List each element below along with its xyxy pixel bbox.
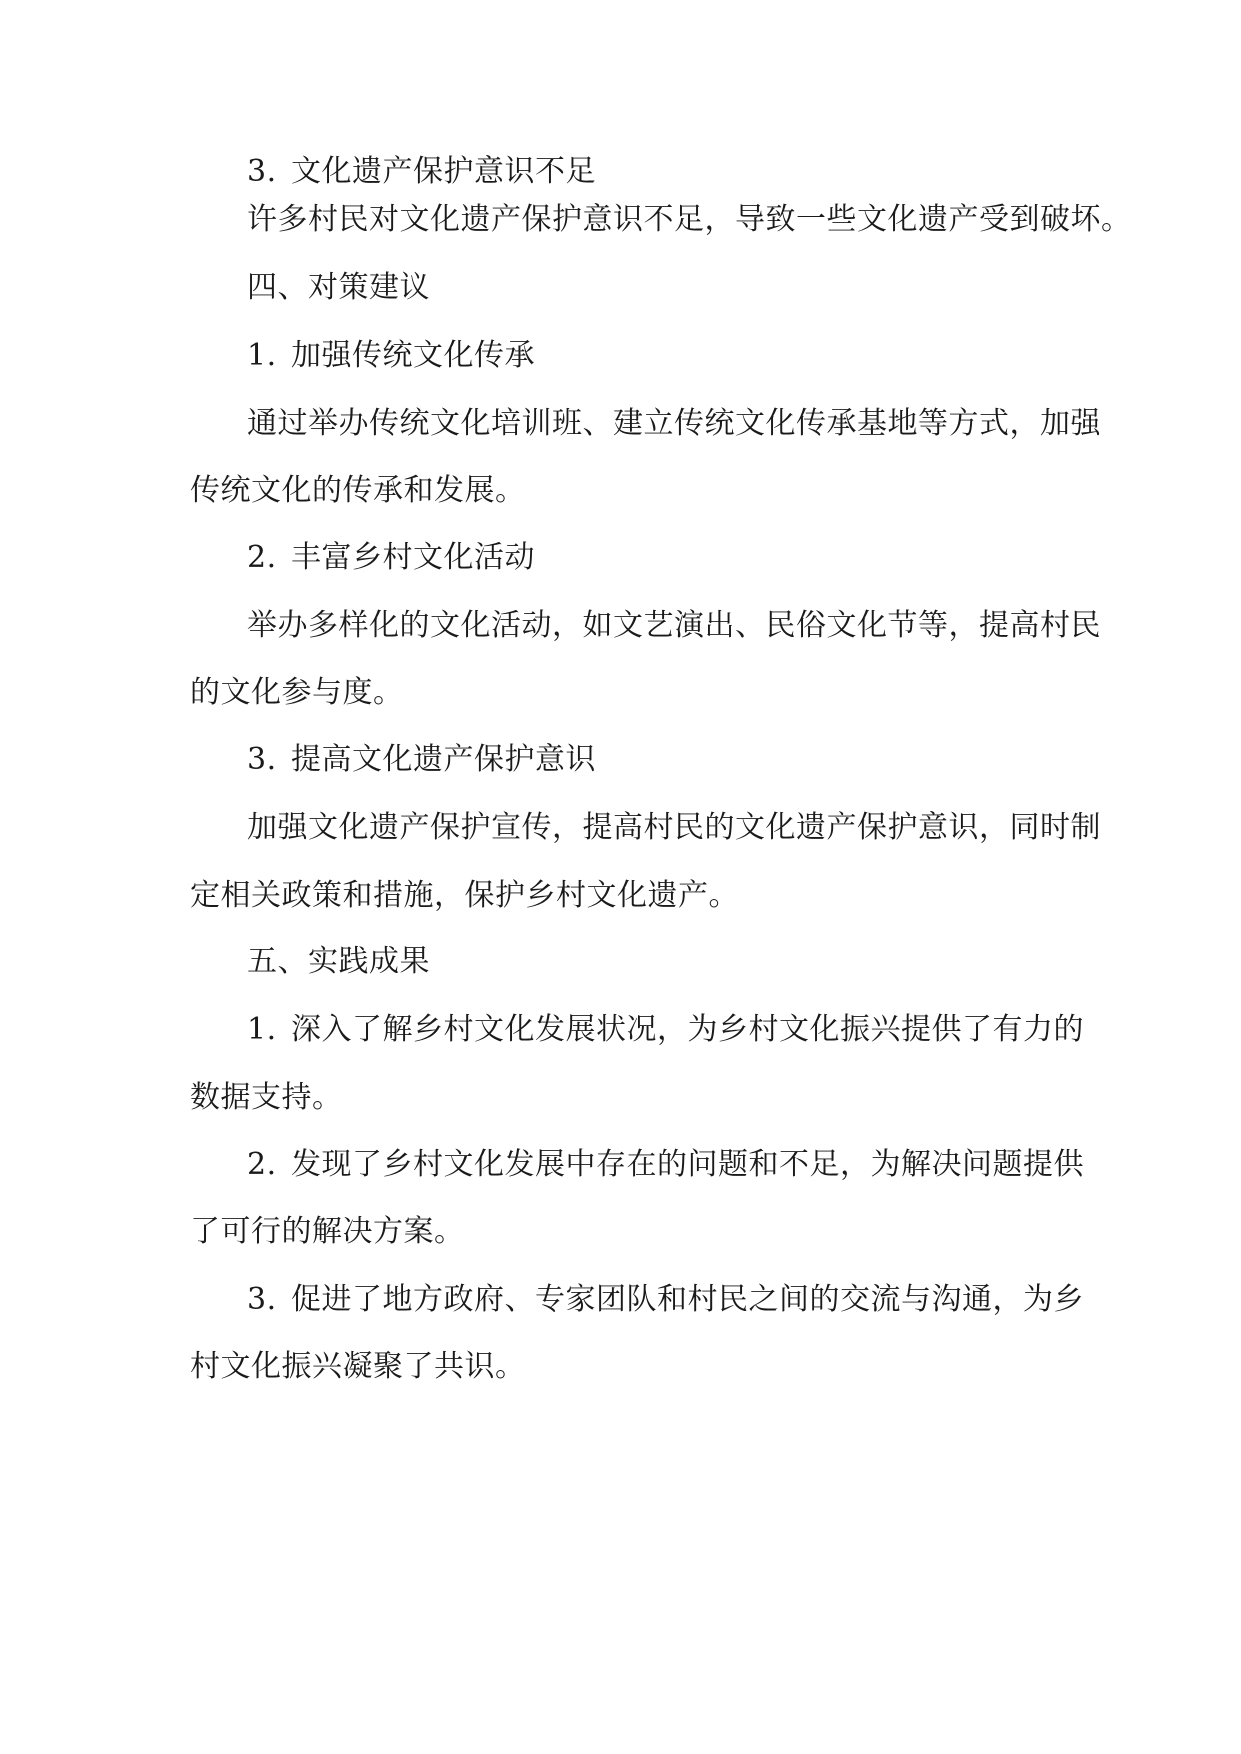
list-number: 1. bbox=[247, 1012, 277, 1047]
list-item-5-1-line-2: 数据支持。 bbox=[190, 1080, 343, 1115]
list-item-text: 文化遗产保护意识不足 bbox=[291, 154, 596, 189]
list-number: 2. bbox=[247, 540, 277, 575]
list-item-5-3-line-2: 村文化振兴凝聚了共识。 bbox=[190, 1349, 526, 1384]
list-item-text: 提高文化遗产保护意识 bbox=[291, 742, 596, 777]
list-item-5-2-line-1 bbox=[247, 1145, 1084, 1185]
list-item-4-1 bbox=[247, 336, 1077, 376]
list-item-5-1-line-1 bbox=[247, 1010, 1084, 1050]
paragraph-4-3-line-2: 定相关政策和措施，保护乡村文化遗产。 bbox=[190, 878, 739, 913]
list-number: 1. bbox=[247, 338, 277, 373]
list-item-text: 发现了乡村文化发展中存在的问题和不足，为解决问题提供 bbox=[291, 1147, 1084, 1182]
paragraph-4-2-line-1: 举办多样化的文化活动，如文艺演出、民俗文化节等，提高村民 bbox=[247, 608, 1101, 643]
list-item-5-3-line-1 bbox=[247, 1280, 1084, 1320]
list-number: 3. bbox=[247, 1282, 277, 1317]
list-item-4-2 bbox=[247, 538, 1077, 578]
list-item-text: 深入了解乡村文化发展状况，为乡村文化振兴提供了有力的 bbox=[291, 1012, 1084, 1047]
list-item-text: 丰富乡村文化活动 bbox=[291, 540, 535, 575]
section-heading-4: 四、对策建议 bbox=[247, 270, 430, 305]
list-number: 3. bbox=[247, 742, 277, 777]
paragraph-4-1-line-1: 通过举办传统文化培训班、建立传统文化传承基地等方式，加强 bbox=[247, 406, 1101, 441]
paragraph-4-2-line-2: 的文化参与度。 bbox=[190, 675, 404, 710]
paragraph-4-3-line-1: 加强文化遗产保护宣传，提高村民的文化遗产保护意识，同时制 bbox=[247, 810, 1101, 845]
list-item-text: 加强传统文化传承 bbox=[291, 338, 535, 373]
list-item-5-2-line-2: 了可行的解决方案。 bbox=[190, 1214, 465, 1249]
list-number: 2. bbox=[247, 1147, 277, 1182]
list-item-text: 促进了地方政府、专家团队和村民之间的交流与沟通，为乡 bbox=[291, 1282, 1084, 1317]
paragraph-4-1-line-2: 传统文化的传承和发展。 bbox=[190, 473, 526, 508]
list-item-4-3 bbox=[247, 740, 1077, 780]
list-number: 3. bbox=[247, 154, 277, 189]
section-heading-5: 五、实践成果 bbox=[247, 944, 430, 979]
paragraph-problem-3: 许多村民对文化遗产保护意识不足，导致一些文化遗产受到破坏。 bbox=[247, 202, 1132, 237]
list-item-problem-3 bbox=[247, 152, 1077, 192]
